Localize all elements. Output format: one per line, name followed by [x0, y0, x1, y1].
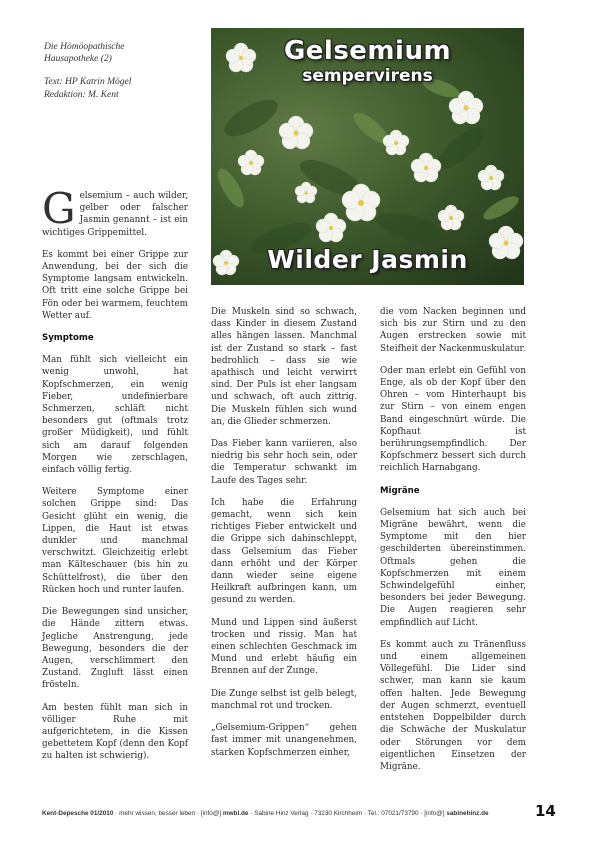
paragraph: Das Fieber kann variieren, also niedrig bis sehr hoch sein, oder die Temperatur schwankt im Laufe des Tages sehr. [211, 439, 357, 486]
article-column-3 [380, 306, 526, 783]
editor-credit: Redaktion: M. Kent [44, 89, 119, 100]
footer-link-mwbl[interactable]: mwbl.de [222, 810, 249, 817]
hero-subtitle: sempervirens [302, 66, 433, 86]
paragraph: „Gelsemium-Grippen“ gehen fast immer mit unangenehmen, starken Kopfschmerzen einher, [211, 723, 357, 758]
paragraph: Die Muskeln sind so schwach, dass Kinder in diesem Zustand alles hängen lassen. Manchmal ist der Zustand so stark – fast bedrohlich – dass sie wie apathisch und leicht verwirrt sind. Der Puls ist eher langsam und schwach, oft auch zittrig. Die Muskeln fühlen sich wund an, die Glieder schmerzen. [211, 307, 357, 427]
paragraph: Gelsemium hat sich auch bei Migräne bewährt, wenn die Symptome mit den hier geschilderten übereinstimmen. Oftmals gehen die Kopfschmerzen mit einem Schwindelgefühl einher, besonders bei jeder Bewegung. Die Augen reagieren sehr empfindlich auf Licht. [380, 507, 526, 628]
credits [44, 76, 194, 100]
hero-title: Gelsemium [283, 36, 452, 66]
hero-image [211, 28, 524, 285]
series-info [44, 41, 194, 101]
series-line-2: Hausapotheke (2) [44, 54, 112, 65]
series-title [44, 41, 194, 65]
footer-link-sabinehinz[interactable]: sabinehinz.de [446, 810, 489, 817]
page-footer [42, 810, 552, 822]
section-heading-symptome: Symptome [42, 333, 94, 344]
article-column-1 [42, 184, 188, 773]
paragraph: Ich habe die Erfahrung gemacht, wenn sich kein richtiges Fieber entwickelt und die Grippe sich dahinschleppt, dass Gelsemium das Fieber dann erhöht und der Körper dann wieder seine eigene Heilkraft aufbringen kann, um gesund zu werden. [211, 497, 357, 606]
paragraph: Es kommt bei einer Grippe zur Anwendung, bei der sich die Symptome langsam entwickeln. Oft tritt eine solche Grippe bei Fön oder bei warmem, feuchtem Wetter auf. [42, 249, 188, 321]
paragraph: Es kommt auch zu Tränenfluss und einem allgemeinen Völlegefühl. Die Lider sind schwer, man kann sie kaum offen halten. Jede Bewegung der Augen schmerzt, eventuell entstehen Doppelbilder durch die Schwäche der Muskulatur oder Störungen vor dem eigentlichen Einsetzen der Migräne. [380, 639, 526, 772]
series-line-1: Die Hömöopathische [44, 42, 125, 52]
paragraph: Die Bewegungen sind unsicher, die Hände zittern etwas. Jegliche Anstrengung, jede Bewegung, besonders die der Augen, verschlimmert den Zustand. Zugluft lässt einen frösteln. [42, 607, 188, 691]
paragraph: Man fühlt sich vielleicht ein wenig unwohl, hat Kopfschmerzen, ein wenig Fieber, undefinierbare Schmerzen, schläft nicht besonders gut (oftmals trotz großer Müdigkeit), und fühlt sich am darauf folgenden Morgen wie zerschlagen, einfach völlig fertig. [42, 355, 188, 476]
footer-slogan: · mehr wissen, besser leben · [info@] [113, 810, 223, 817]
paragraph: Weitere Symptome einer solchen Grippe sind: Das Gesicht glüht ein wenig, die Lippen, die Haut ist etwas dunkler und manchmal verschwitzt. Gleichzeitig erlebt man Kälteschauer (bis hin zu Schüttelfrost), die über den Rücken hoch und runter laufen. [42, 487, 188, 595]
paragraph: Am besten fühlt man sich in völliger Ruhe mit aufgerichtetem, in die Kissen gebettetem Kopf (denn den Kopf zu halten ist schwierig). [42, 702, 188, 762]
section-heading-migraene: Migräne [380, 485, 420, 496]
paragraph: Oder man erlebt ein Gefühl von Enge, als ob der Kopf über den Ohren – vom Hinterhaupt bis zur Stirn – von einem engen Band eingeschnürt würde. Die Kopfhaut ist berührungsempfindlich. Der Kopfschmerz bessert sich durch reichlich Harnabgang. [380, 365, 526, 474]
magazine-issue: Kent-Depesche 01/2010 [42, 810, 114, 817]
intro-paragraph [42, 184, 188, 239]
paragraph: Mund und Lippen sind äußerst trocken und rissig. Man hat einen schlechten Geschmack im Mund und erlebt häufig ein Brennen auf der Zunge. [211, 617, 357, 677]
paragraph: die vom Nacken beginnen und sich bis zur Stirn und zu den Augen erstrecken sowie mit Steifheit der Nackenmuskulatur. [380, 307, 526, 354]
author-credit: Text: HP Katrin Mögel [44, 77, 132, 88]
page-number: 14 [535, 802, 556, 820]
article-column-2 [211, 306, 357, 769]
drop-cap: G [42, 184, 76, 233]
paragraph: Die Zunge selbst ist gelb belegt, manchmal rot und trocken. [211, 688, 357, 711]
footer-publisher: · Sabine Hinz Verlag · 73230 Kirchheim · Tel.: 07021/73790 · [info@] [248, 810, 447, 817]
intro-text: elsemium – auch wilder, gelber oder falscher Jasmin genannt – ist ein wichtiges Grippemittel. [42, 191, 188, 238]
hero-caption: Wilder Jasmin [267, 245, 468, 274]
